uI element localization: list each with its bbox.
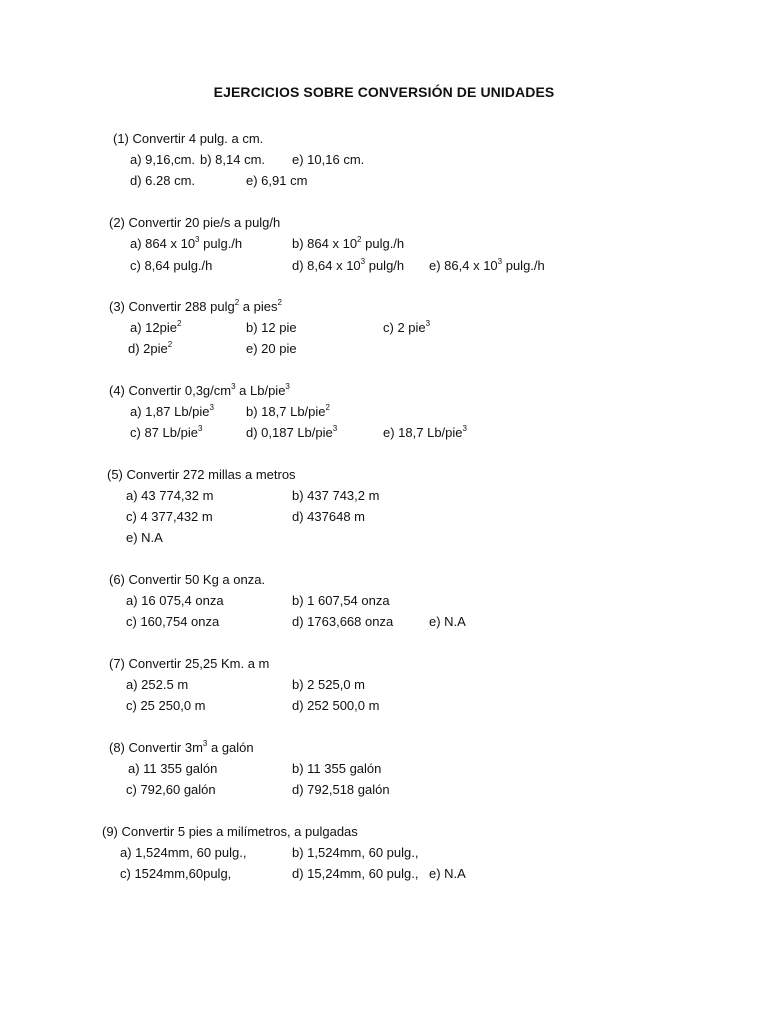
answer-option: b) 8,14 cm. bbox=[200, 152, 266, 167]
answer-option bbox=[383, 425, 467, 440]
text-part: a) 1,87 Lb/pie bbox=[130, 404, 210, 419]
answer-option: d) 1763,668 onza bbox=[292, 614, 394, 629]
answer-option bbox=[128, 341, 172, 356]
answer-option: b) 1,524mm, 60 pulg., bbox=[292, 845, 419, 860]
text-part: pulg./h bbox=[361, 236, 405, 251]
answer-option: e) 20 pie bbox=[246, 341, 297, 356]
answer-option: b) 12 pie bbox=[246, 320, 297, 335]
answer-option bbox=[246, 404, 330, 419]
page-title: EJERCICIOS SOBRE CONVERSIÓN DE UNIDADES bbox=[213, 84, 555, 100]
text-part: a Lb/pie bbox=[235, 383, 286, 398]
text-part: c) 2 pie bbox=[383, 320, 426, 335]
exercise-question: (5) Convertir 272 millas a metros bbox=[107, 467, 296, 482]
exercise-question bbox=[109, 740, 254, 755]
answer-option: e) 10,16 cm. bbox=[292, 152, 365, 167]
answer-option bbox=[292, 258, 404, 273]
exercise-question bbox=[109, 383, 290, 398]
answer-option: e) N.A bbox=[126, 530, 163, 545]
answer-option: d) 15,24mm, 60 pulg., bbox=[292, 866, 419, 881]
text-part: a galón bbox=[207, 740, 254, 755]
answer-option: b) 11 355 galón bbox=[292, 761, 382, 776]
exercise-question: (2) Convertir 20 pie/s a pulg/h bbox=[109, 215, 281, 230]
answer-option: d) 252 500,0 m bbox=[292, 698, 380, 713]
answer-option: c) 25 250,0 m bbox=[126, 698, 206, 713]
exponent: 2 bbox=[357, 234, 362, 244]
answer-option bbox=[130, 404, 214, 419]
answer-option: d) 437648 m bbox=[292, 509, 365, 524]
text-part: (4) Convertir 0,3g/cm bbox=[109, 383, 232, 398]
answer-option bbox=[130, 425, 202, 440]
answer-option: c) 8,64 pulg./h bbox=[130, 258, 213, 273]
exercise-question: (1) Convertir 4 pulg. a cm. bbox=[113, 131, 264, 146]
answer-option: a) 1,524mm, 60 pulg., bbox=[120, 845, 247, 860]
exponent: 2 bbox=[277, 297, 282, 307]
answer-option bbox=[383, 320, 430, 335]
answer-option: c) 1524mm,60pulg, bbox=[120, 866, 232, 881]
text-part: e) 18,7 Lb/pie bbox=[383, 425, 463, 440]
exponent: 3 bbox=[197, 423, 203, 433]
exponent: 3 bbox=[231, 381, 236, 391]
answer-option: e) N.A bbox=[429, 614, 466, 629]
text-part: d) 2pie bbox=[128, 341, 168, 356]
exponent: 2 bbox=[167, 339, 173, 349]
answer-option bbox=[130, 236, 242, 251]
text-part: pulg./h bbox=[199, 236, 243, 251]
exponent: 3 bbox=[195, 234, 200, 244]
text-part: a) 12pie bbox=[130, 320, 177, 335]
answer-option: a) 9,16,cm. bbox=[130, 152, 196, 167]
text-part: a pies bbox=[239, 299, 278, 314]
exponent: 3 bbox=[332, 423, 338, 433]
answer-option: c) 4 377,432 m bbox=[126, 509, 213, 524]
exercise-question bbox=[109, 299, 282, 314]
text-part: c) 87 Lb/pie bbox=[130, 425, 198, 440]
text-part: (8) Convertir 3m bbox=[109, 740, 203, 755]
answer-option: e) N.A bbox=[429, 866, 466, 881]
exponent: 3 bbox=[209, 402, 214, 412]
exponent: 3 bbox=[425, 318, 431, 328]
exercise-question: (9) Convertir 5 pies a milímetros, a pulgadas bbox=[102, 824, 358, 839]
answer-option: d) 792,518 galón bbox=[292, 782, 390, 797]
answer-option: b) 1 607,54 onza bbox=[292, 593, 390, 608]
exercise-question: (7) Convertir 25,25 Km. a m bbox=[109, 656, 270, 671]
exponent: 3 bbox=[497, 256, 503, 266]
answer-option: a) 252.5 m bbox=[126, 677, 189, 692]
answer-option: e) 6,91 cm bbox=[246, 173, 308, 188]
exponent: 3 bbox=[202, 738, 208, 748]
text-part: pulg./h bbox=[502, 258, 545, 273]
text-part: (3) Convertir 288 pulg bbox=[109, 299, 235, 314]
exponent: 3 bbox=[285, 381, 290, 391]
answer-option bbox=[292, 236, 404, 251]
text-part: pulg/h bbox=[365, 258, 405, 273]
text-part: d) 0,187 Lb/pie bbox=[246, 425, 333, 440]
exponent: 2 bbox=[325, 402, 330, 412]
answer-option bbox=[246, 425, 337, 440]
answer-option: c) 792,60 galón bbox=[126, 782, 216, 797]
answer-option bbox=[130, 320, 181, 335]
exponent: 2 bbox=[234, 297, 240, 307]
text-part: a) 864 x 10 bbox=[130, 236, 196, 251]
answer-option: a) 11 355 galón bbox=[128, 761, 218, 776]
answer-option: d) 6.28 cm. bbox=[130, 173, 196, 188]
exponent: 3 bbox=[360, 256, 366, 266]
answer-option: c) 160,754 onza bbox=[126, 614, 220, 629]
text-part: b) 864 x 10 bbox=[292, 236, 358, 251]
answer-option: b) 2 525,0 m bbox=[292, 677, 365, 692]
exercise-question: (6) Convertir 50 Kg a onza. bbox=[109, 572, 266, 587]
answer-option bbox=[429, 258, 545, 273]
text-part: d) 8,64 x 10 bbox=[292, 258, 361, 273]
answer-option: a) 16 075,4 onza bbox=[126, 593, 224, 608]
text-part: e) 86,4 x 10 bbox=[429, 258, 498, 273]
exponent: 3 bbox=[462, 423, 467, 433]
answer-option: a) 43 774,32 m bbox=[126, 488, 214, 503]
exponent: 2 bbox=[176, 318, 182, 328]
text-part: b) 18,7 Lb/pie bbox=[246, 404, 326, 419]
answer-option: b) 437 743,2 m bbox=[292, 488, 380, 503]
